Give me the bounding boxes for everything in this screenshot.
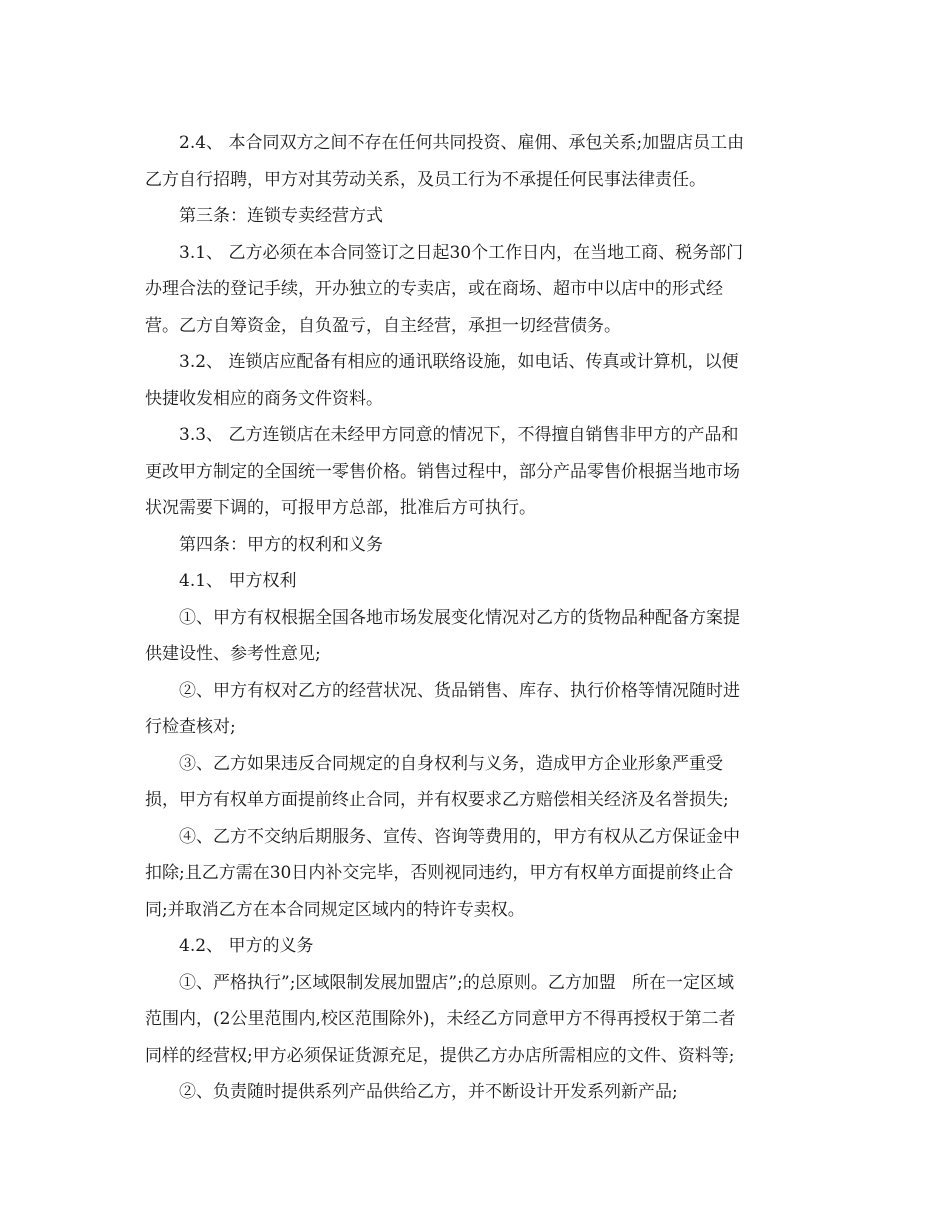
text-line: 扣除;且乙方需在30日内补交完毕，否则视同违约，甲方有权单方面提前终止合: [145, 863, 734, 883]
text-line: 4.2、 甲方的义务: [179, 936, 314, 956]
text-line: 同;并取消乙方在本合同规定区域内的特许专卖权。: [145, 899, 525, 920]
text-line: 更改甲方制定的全国统一零售价格。销售过程中，部分产品零售价根据当地市场: [145, 461, 740, 482]
text-line: 乙方自行招聘，甲方对其劳动关系，及员工行为不承提任何民事法律责任。: [145, 169, 706, 190]
text-line: 3.3、 乙方连锁店在未经甲方同意的情况下，不得擅自销售非甲方的产品和: [179, 425, 739, 445]
text-line: ④、乙方不交纳后期服务、宣传、咨询等费用的，甲方有权从乙方保证金中: [179, 826, 740, 847]
text-line: 3.2、 连锁店应配备有相应的通讯联络设施，如电话、传真或计算机，以便: [179, 352, 739, 372]
text-line: ③、乙方如果违反合同规定的自身权利与义务，造成甲方企业形象严重受: [179, 753, 723, 774]
text-line: ①、甲方有权根据全国各地市场发展变化情况对乙方的货物品种配备方案提: [179, 607, 740, 628]
text-line: 第四条：甲方的权利和义务: [179, 534, 383, 555]
text-line: 行检查核对;: [145, 717, 236, 737]
text-line: 损，甲方有权单方面提前终止合同，并有权要求乙方赔偿相关经济及名誉损失;: [145, 790, 729, 810]
text-line: 2.4、 本合同双方之间不存在任何共同投资、雇佣、承包关系;加盟店员工由: [179, 133, 745, 153]
text-line: 快捷收发相应的商务文件资料。: [145, 388, 383, 409]
document-body: [145, 125, 805, 1111]
text-line: 营。乙方自筹资金，自负盈亏，自主经营，承担一切经营债务。: [145, 315, 621, 336]
text-line: 4.1、 甲方权利: [179, 571, 297, 591]
text-line: 办理合法的登记手续，开办独立的专卖店，或在商场、超市中以店中的形式经: [145, 279, 723, 299]
text-line: 同样的经营权;甲方必须保证货源充足，提供乙方办店所需相应的文件、资料等;: [145, 1045, 735, 1066]
text-line: 范围内，(2公里范围内,校区范围除外)，未经乙方同意甲方不得再授权于第二者: [145, 1009, 736, 1029]
text-line: ②、负责随时提供系列产品供给乙方，并不断设计开发系列新产品;: [179, 1082, 678, 1102]
text-line: ②、甲方有权对乙方的经营状况、货品销售、库存、执行价格等情况随时进: [179, 680, 740, 701]
text-line: 第三条：连锁专卖经营方式: [179, 206, 383, 226]
text-line: 状况需要下调的，可报甲方总部，批准后方可执行。: [145, 498, 536, 518]
text-line: 供建设性、参考性意见;: [145, 644, 321, 664]
text-line: 3.1、 乙方必须在本合同签订之日起30个工作日内，在当地工商、税务部门: [179, 242, 744, 263]
text-line: ①、严格执行”;区域限制发展加盟店”;的总原则。乙方加盟 所在一定区域: [179, 972, 735, 993]
